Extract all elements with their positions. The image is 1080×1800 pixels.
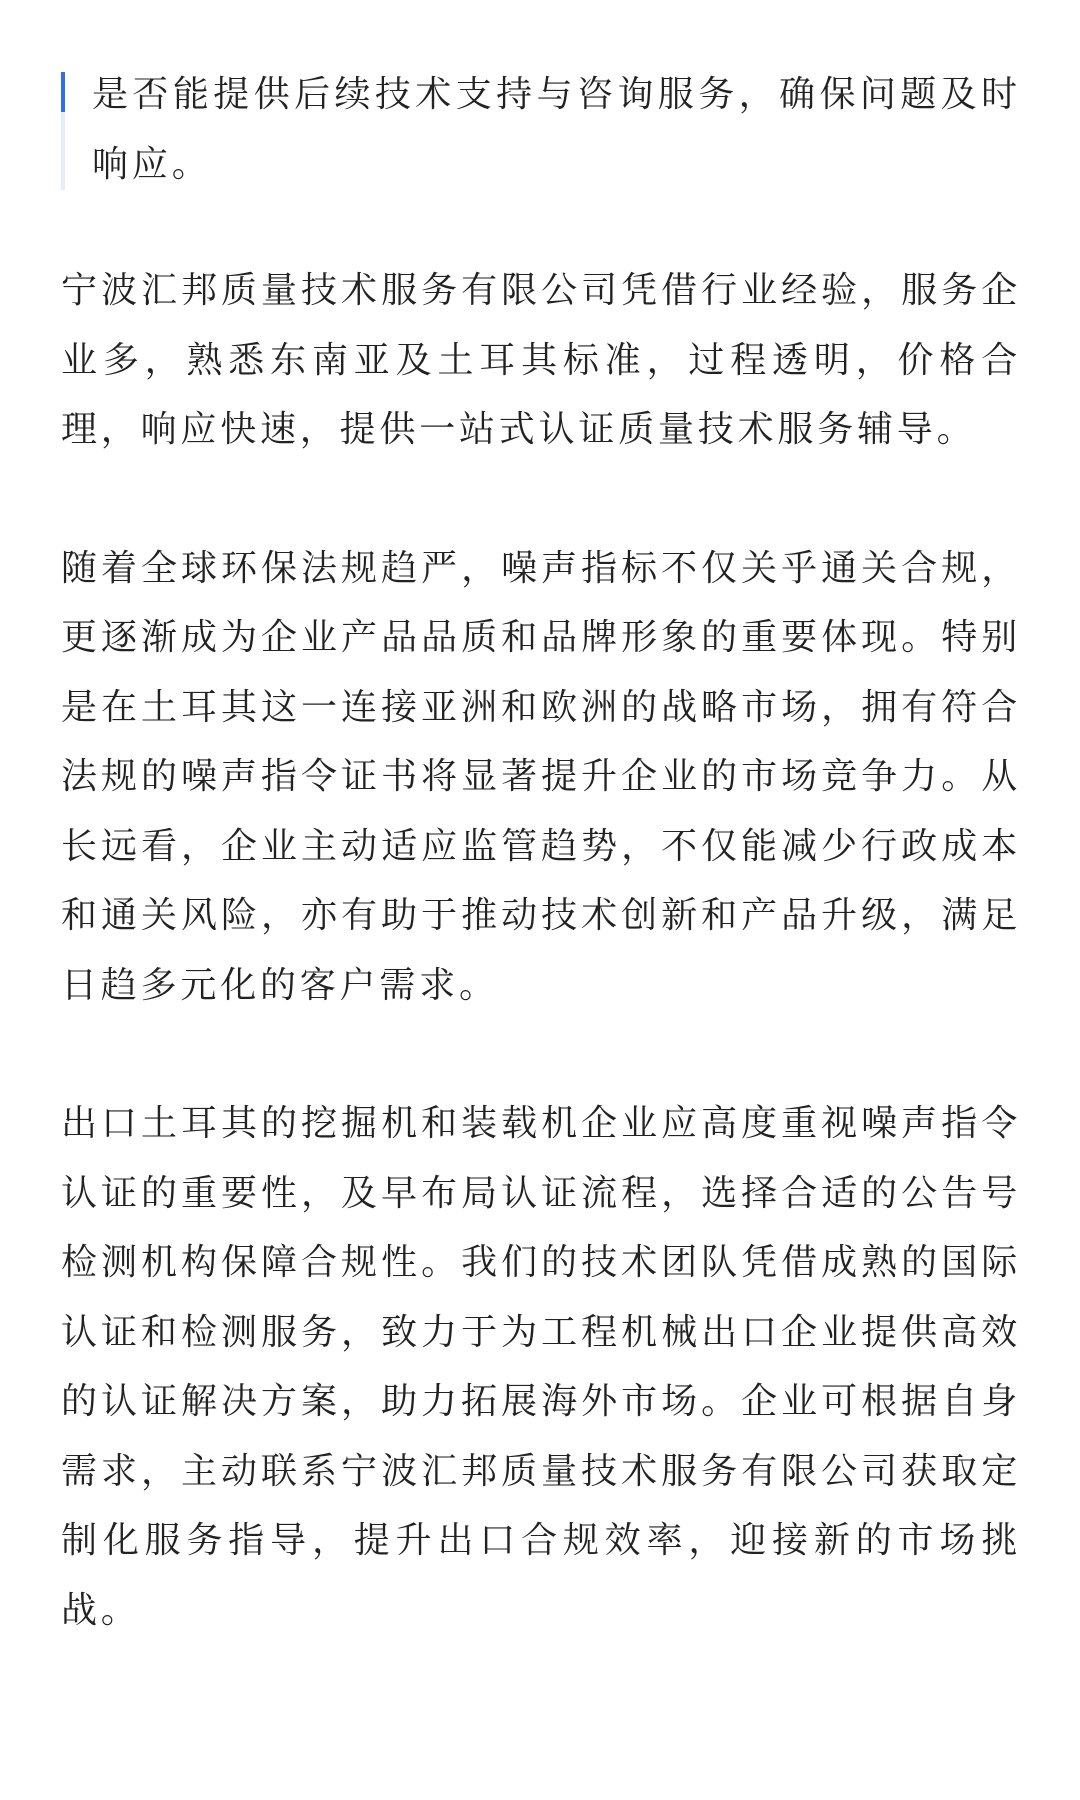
paragraph-regulation-trend: 随着全球环保法规趋严，噪声指标不仅关乎通关合规，更逐渐成为企业产品品质和品牌形象的重要体现。特别是在土耳其这一连接亚洲和欧洲的战略市场，拥有符合法规的噪声指令证书将显著提升企业的市场竞争力。从长远看，企业主动适应监管趋势，不仅能减少行政成本和通关风险，亦有助于推动技术创新和产品升级，满足日趋多元化的客户需求。 [61, 547, 1021, 1006]
quote-text: 是否能提供后续技术支持与咨询服务，确保问题及时响应。 [92, 74, 1021, 185]
quote-bar [61, 72, 65, 190]
article-body [61, 60, 1021, 1645]
quote-bar-accent [61, 72, 65, 112]
paragraph-recommendation: 出口土耳其的挖掘机和装载机企业应高度重视噪声指令认证的重要性，及早布局认证流程，选择合适的公告号检测机构保障合规性。我们的技术团队凭借成熟的国际认证和检测服务，致力于为工程机械出口企业提供高效的认证解决方案，助力拓展海外市场。企业可根据自身需求，主动联系宁波汇邦质量技术服务有限公司获取定制化服务指导，提升出口合规效率，迎接新的市场挑战。 [61, 1103, 1021, 1631]
paragraph-company-intro: 宁波汇邦质量技术服务有限公司凭借行业经验，服务企业多，熟悉东南亚及土耳其标准，过程透明，价格合理，响应快速，提供一站式认证质量技术服务辅导。 [61, 270, 1021, 450]
quote-block [61, 60, 1021, 199]
